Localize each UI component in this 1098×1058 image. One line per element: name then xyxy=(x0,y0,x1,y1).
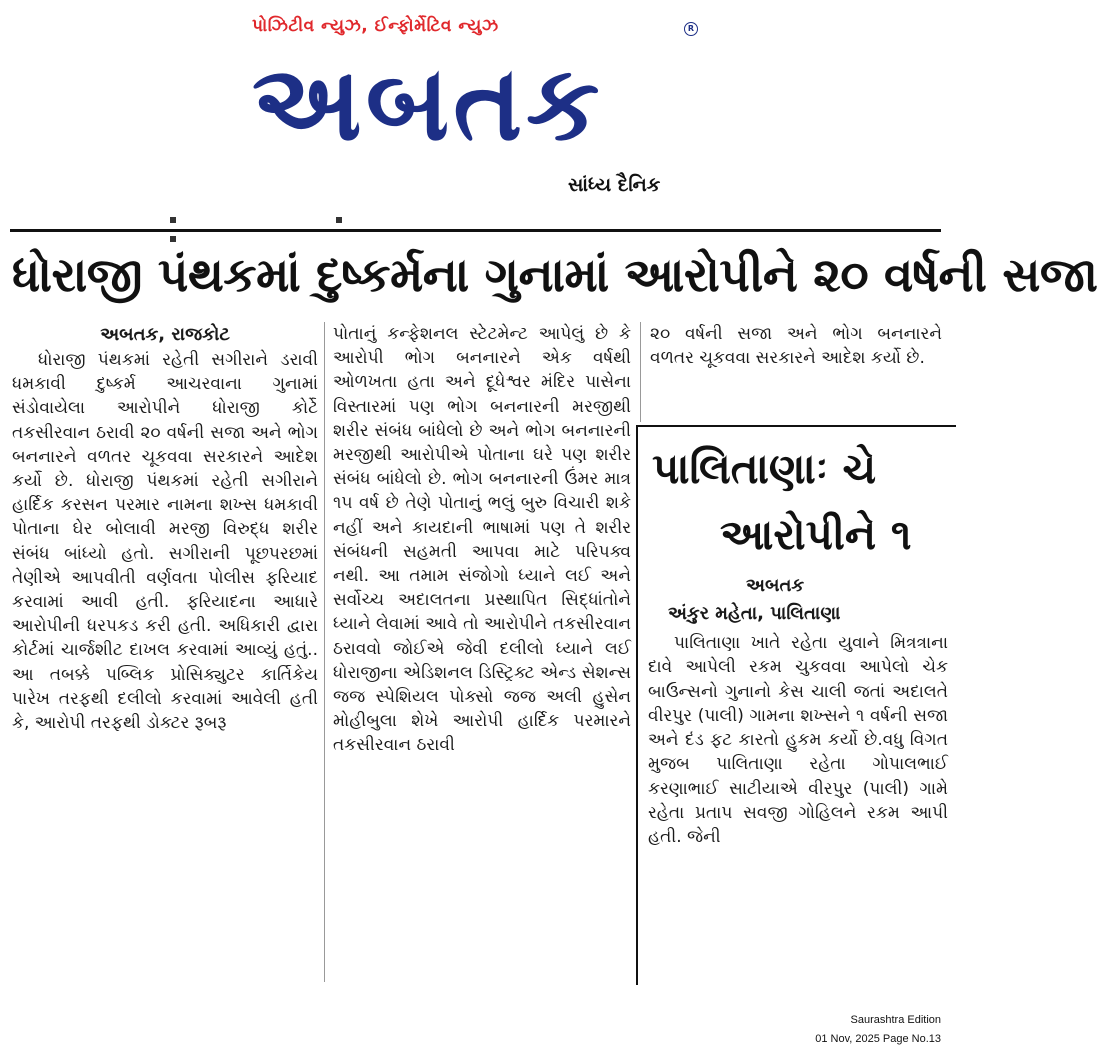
registered-trademark-icon: R xyxy=(684,22,698,36)
article-dateline: અબતક, રાજકોટ xyxy=(100,324,230,345)
headline-top-rule xyxy=(10,229,941,232)
article-column-2-text: પોતાનું કન્ફેશનલ સ્ટેટમેન્ટ આપેલું છે કે આરોપી ભોગ બનનારને એક વર્ષથી ઓળખતા હતા અને દૂધેશ્વર મંદિર પાસેના વિસ્તારમાં પણ ભોગ બનનારની મરજીથી શરીર સંબંધ બાંધેલો છે અને ભોગ બનનારની મરજીથી આરોપીએ પોતાના ઘરે પણ શરીર સંબંધ બાંધેલો છે. ભોગ બનનારની ઉંમર માત્ર ૧૫ વર્ષ છે તેણે પોતાનું ભલું બુરુ વિચારી શકે નહીં અને કાયદાની ભાષામાં પણ તે શરીર સંબંધની સહમતી આપવા માટે પરિપક્વ નથી. આ તમામ સંજોગો ધ્યાને લઈ અને સર્વોચ્ચ અદાલતના પ્રસ્થાપિત સિદ્ધાંતોને ધ્યાને લેવામાં આવે તો આરોપીને તકસીરવાન ઠરાવવો જોઈએ જેવી દલીલો ધ્યાને લઈ ધોરાજીના એડિશનલ ડિસ્ટ્રિક્ટ એન્ડ સેશન્સ જજ સ્પેશિયલ પોક્સો જજ અલી હુસેન મોહીબુલા શેખે આરોપી હાર્દિક પરમારને તકસીરવાન ઠરાવી xyxy=(333,324,631,756)
side-story-headline-line-2: આરોપીને ૧ xyxy=(720,510,912,559)
article-column-1-text: ધોરાજી પંથકમાં રહેતી સગીરાને ડરાવી ધમકાવી દુષ્કર્મ આચરવાના ગુનામાં સંડોવાયેલા આરોપીને ધોરાજી કોર્ટે તકસીરવાન ઠરાવી ૨૦ વર્ષની સજા અને ભોગ બનનારને વળતર ચૂકવવા સરકારને આદેશ કર્યો છે. ધોરાજી પંથકમાં રહેતી સગીરાને હાર્દિક કરસન પરમાર નામના શખ્સ ધમકાવી પોતાના ઘેર બોલાવી મરજી વિરુદ્ધ શરીર સંબંધ બાંધ્યો હતો. સગીરાની પૂછપરછમાં તેણીએ આપવીતી વર્ણવતા પોલીસ ફરિયાદ કરવામાં આવી હતી. ફરિયાદના આધારે આરોપીની ધરપકડ કરી હતી. અધિકારી દ્વારા કોર્ટમાં ચાર્જશીટ દાખલ કરવામાં આવ્યું હતું.. આ તબક્કે પબ્લિક પ્રોસિક્યુટર કાર્તિકેય પારેખ તરફથી દલીલો કરવામાં આવેલી હતી કે, આરોપી તરફથી ડોક્ટર રૂબરૂ xyxy=(12,350,318,734)
masthead-tagline: પોઝિટીવ ન્યુઝ, ઈન્ફોર્મેટિવ ન્યુઝ xyxy=(252,16,499,36)
column-divider xyxy=(324,322,325,982)
side-story-body: પાલિતાણા ખાતે રહેતા યુવાને મિત્રત્રાના દાવે આપેલી રકમ ચુકવવા આપેલો ચેક બાઉન્સનો ગુનાનો કેસ ચાલી જતાં અદાલતે વીરપુર (પાલી) ગામના શખ્સને ૧ વર્ષની સજા અને દંડ ફટ કારતો હુકમ કર્યો છે.વધુ વિગત મુજબ પાલિતાણા રહેતા ગોપાલભાઈ કરણાભાઈ સાટીયાએ વીરપુર (પાલી) ગામે રહેતા પ્રતાપ સવજી ગોહિલને રકમ આપી હતી. જેની xyxy=(648,633,948,848)
side-story-byline: અંકુર મહેતા, પાલિતાણા xyxy=(668,603,841,624)
article-column-1 xyxy=(12,322,318,982)
column-divider xyxy=(640,322,641,422)
side-story-headline-line-1: પાલિતાણાઃ ચે xyxy=(652,444,877,493)
article-column-2 xyxy=(333,322,631,982)
side-story-credit: અબતક xyxy=(746,575,805,596)
side-story-box xyxy=(636,425,956,985)
masthead xyxy=(0,0,951,210)
footer-edition: Saurashtra Edition xyxy=(850,1014,941,1026)
clipping-edge-marks xyxy=(170,208,600,216)
article-column-3 xyxy=(650,322,942,414)
footer-date-page: 01 Nov, 2025 Page No.13 xyxy=(815,1033,941,1045)
newspaper-logo: અબતક xyxy=(252,42,604,164)
article-headline: ધોરાજી પંથકમાં દુષ્કર્મના ગુનામાં આરોપીને ૨૦ વર્ષની સજા xyxy=(12,248,1098,303)
article-column-3-text: ૨૦ વર્ષની સજા અને ભોગ બનનારને વળતર ચૂકવવા સરકારને આદેશ કર્યો છે. xyxy=(650,324,942,369)
edition-type: સાંધ્ય દૈનિક xyxy=(568,174,661,196)
